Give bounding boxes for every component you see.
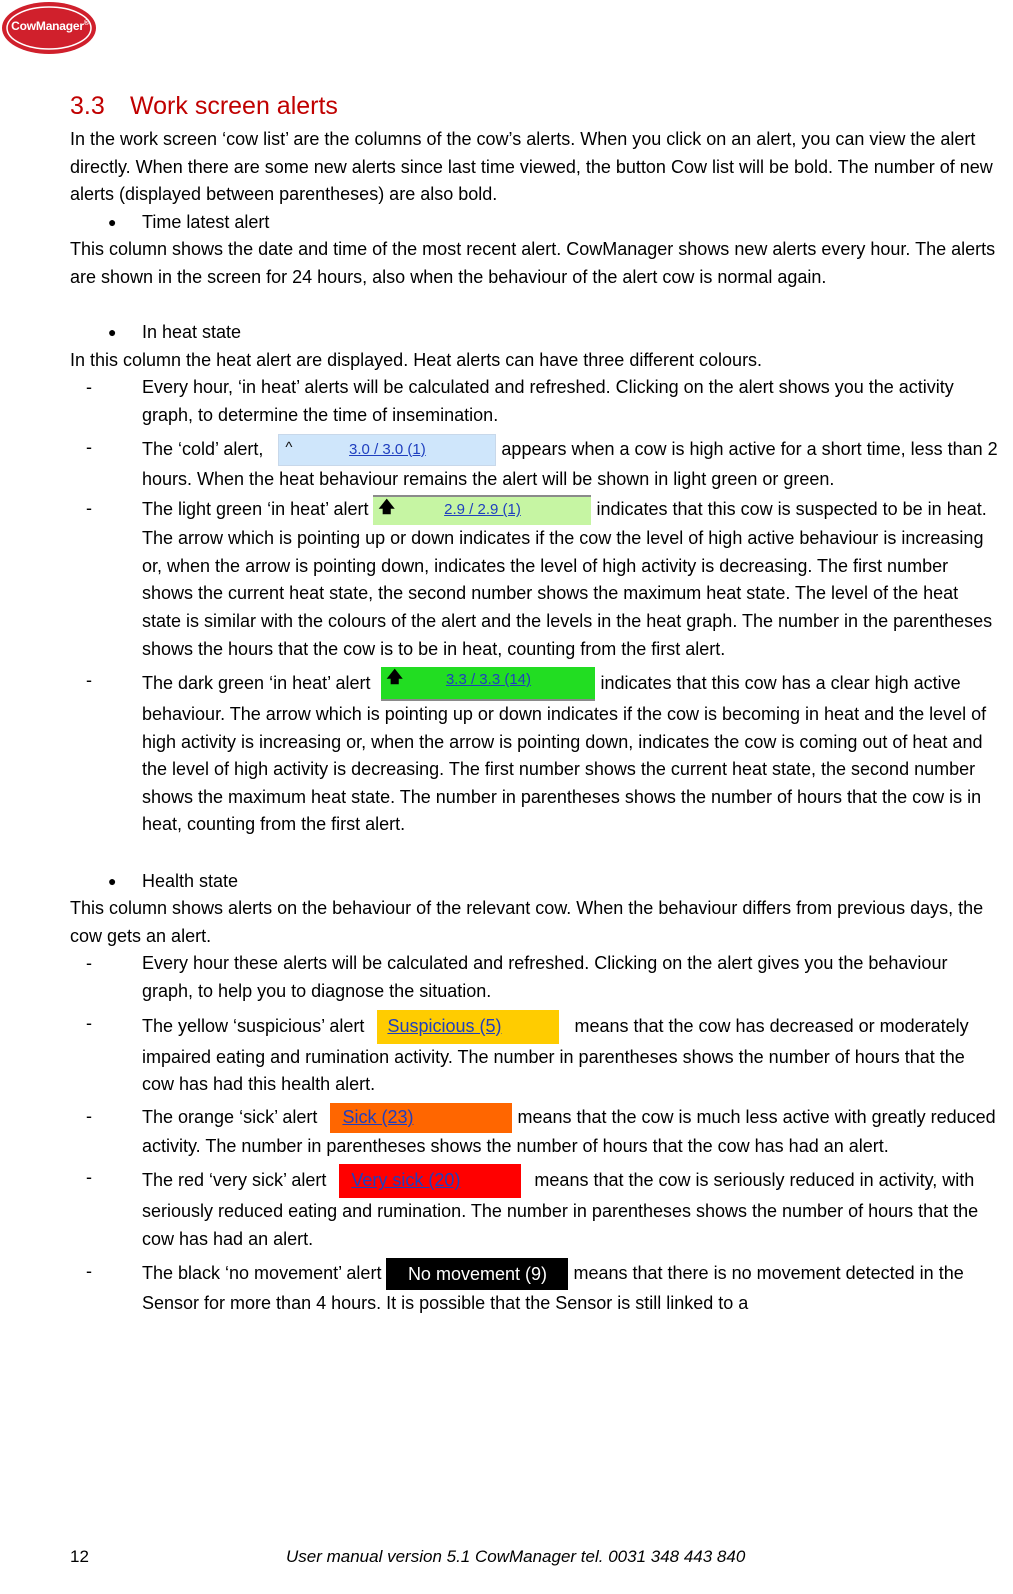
bullet-dot-icon: ●: [108, 213, 117, 230]
intro-paragraph: In the work screen ‘cow list’ are the columns of the cow’s alerts. When you click on an alert, you can view the alert directly. When there are some new alerts since last time viewed, the button Cow list will be bold. The number of new alerts (displayed between parentheses) are also bold.: [70, 129, 993, 205]
caret-up-icon: ^: [285, 438, 293, 456]
section-number: 3.3: [70, 92, 105, 120]
arrow-up-icon: 🡅: [378, 499, 395, 517]
page-number: 12: [70, 1547, 89, 1566]
health-item-very-sick: - The red ‘very sick’ alert Very sick (20) means that the cow is seriously reduced in activity, with seriously reduced eating and rumination. The number in parentheses shows the number of hours that the cow has had an alert.: [70, 1164, 1000, 1253]
sick-alert-badge[interactable]: Sick (23): [330, 1103, 512, 1133]
very-sick-alert-badge[interactable]: Very sick (20): [339, 1164, 521, 1198]
bullet-health: ● Health state: [70, 868, 1000, 896]
cowmanager-logo: CowManager®: [0, 0, 98, 56]
section-title: Work screen alerts: [130, 92, 338, 120]
heat-item-dark-green: - The dark green ‘in heat’ alert 🡅 3.3 / 3.3 (14) indicates that this cow has a clear high active behaviour. The arrow which is pointing up or down indicates if the cow is becoming in heat and the level of high activity is increasing or, when the arrow is pointing down, indicates the cow is coming out of heat and the level of high activity is decreasing. The first number shows the current heat state, the second number shows the maximum heat state. The number in parentheses shows the number of hours that the cow is in heat, counting from the first alert.: [86, 669, 987, 835]
heat-intro-paragraph: In this column the heat alert are displayed. Heat alerts can have three different colours.: [70, 349, 763, 370]
dark-green-alert-badge[interactable]: 🡅 3.3 / 3.3 (14): [381, 667, 595, 701]
health-item-sick: - The orange ‘sick’ alert Sick (23) means that the cow is much less active with greatly reduced activity. The number in parentheses shows the number of hours that the cow has had an alert.: [70, 1103, 1000, 1161]
arrow-up-icon: 🡅: [386, 669, 403, 687]
bullet-in-heat: ● In heat state: [70, 319, 1000, 347]
page-content: [70, 90, 1000, 1318]
bullet-dot-icon: ●: [108, 872, 117, 889]
footer-manual-info: User manual version 5.1 CowManager tel. 0031 348 443 840: [286, 1547, 746, 1566]
section-heading: [70, 90, 1000, 122]
health-item-suspicious: - The yellow ‘suspicious’ alert Suspicious (5) means that the cow has decreased or moderately impaired eating and rumination activity. The number in parentheses shows the number of hours that the cow has had this health alert.: [70, 1010, 1000, 1099]
time-latest-paragraph: This column shows the date and time of the most recent alert. CowManager shows new alerts every hour. The alerts are shown in the screen for 24 hours, also when the behaviour of the alert cow is normal again.: [70, 239, 996, 287]
heat-item-refresh: - Every hour, ‘in heat’ alerts will be calculated and refreshed. Clicking on the alert shows you the activity graph, to determine the time of insemination.: [86, 377, 954, 425]
bullet-time-latest: ● Time latest alert: [70, 209, 1000, 237]
heat-item-light-green: - The light green ‘in heat’ alert 🡅 2.9 / 2.9 (1) indicates that this cow is suspected to be in heat. The arrow which is pointing up or down indicates if the cow the level of high active behaviour is increasing or, when the arrow is pointing down, indicates the level of high activity is decreasing. The first number shows the current heat state, the second number shows the maximum heat state. The level of the heat state is similar with the colours of the alert and the levels in the heat graph. The number in the parentheses shows the hours that the cow is to be in heat, counting from the first alert.: [70, 495, 1000, 663]
health-item-no-movement: - The black ‘no movement’ alert No movement (9) means that there is no movement detected in the Sensor for more than 4 hours. It is possible that the Sensor is still linked to a: [70, 1258, 1000, 1318]
light-green-alert-badge[interactable]: 🡅 2.9 / 2.9 (1): [373, 495, 591, 525]
heat-item-cold: - The ‘cold’ alert, ^ 3.0 / 3.0 (1) appears when a cow is high active for a short time, less than 2 hours. When the heat behaviour remains the alert will be shown in light green or green.: [70, 434, 1000, 494]
no-movement-alert-badge[interactable]: No movement (9): [386, 1258, 568, 1290]
cold-alert-badge[interactable]: ^ 3.0 / 3.0 (1): [278, 434, 496, 466]
health-intro-paragraph: This column shows alerts on the behaviour of the relevant cow. When the behaviour differs from previous days, the cow gets an alert.: [70, 898, 984, 946]
bullet-dot-icon: ●: [108, 324, 117, 341]
suspicious-alert-badge[interactable]: Suspicious (5): [377, 1010, 559, 1044]
health-item-refresh: - Every hour these alerts will be calculated and refreshed. Clicking on the alert gives you the behaviour graph, to help you to diagnose the situation.: [86, 953, 948, 1002]
